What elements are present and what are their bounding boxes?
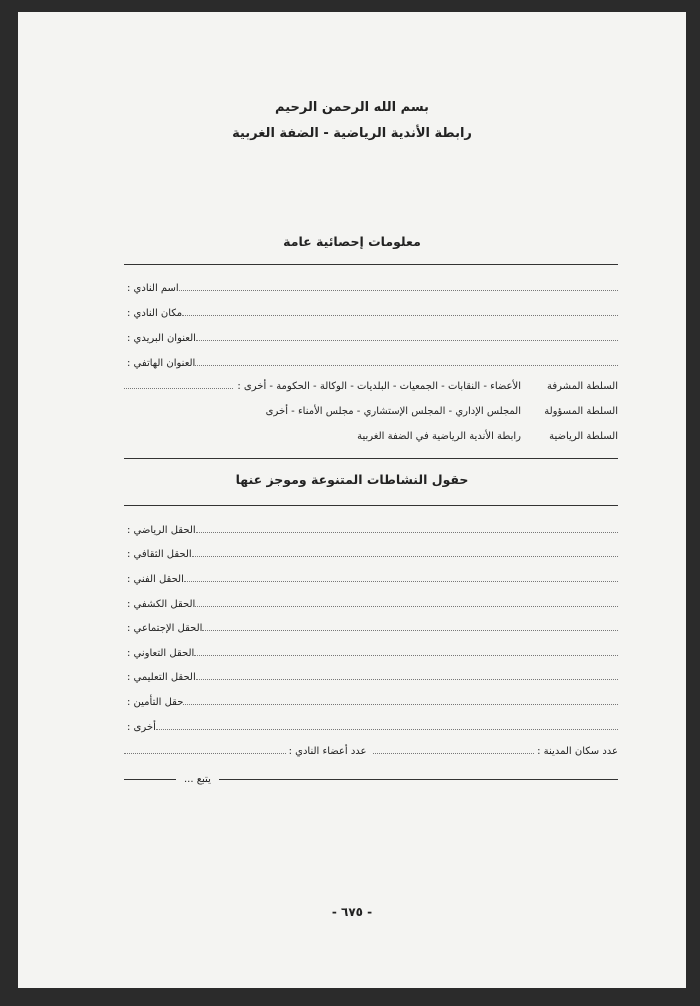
continued-footer — [124, 772, 618, 786]
supervising-authority-row[interactable] — [124, 376, 618, 392]
dotted-line — [183, 704, 618, 705]
field-label: الحقل الثقافي : — [127, 549, 192, 560]
authority-label: السلطة المسؤولة — [544, 406, 618, 417]
field-label: الحقل التعاوني : — [127, 648, 195, 659]
field-sports[interactable] — [124, 520, 618, 536]
field-educational[interactable] — [124, 667, 618, 683]
dotted-line — [202, 630, 618, 631]
dotted-line — [195, 606, 618, 607]
dotted-line — [194, 655, 618, 656]
field-label: العنوان البريدي : — [127, 333, 196, 344]
field-social[interactable] — [124, 618, 618, 634]
field-cultural[interactable] — [124, 544, 618, 560]
section2-title: حقول النشاطات المتنوعة وموجز عنها — [235, 472, 469, 487]
document-page — [18, 12, 686, 988]
field-artistic[interactable] — [124, 569, 618, 585]
section1-title: معلومات إحصائية عامة — [283, 234, 421, 249]
field-label: الحقل الكشفي : — [127, 599, 196, 610]
dotted-line — [195, 365, 618, 366]
basmala-heading: بسم الله الرحمن الرحيم — [275, 100, 429, 115]
field-postal-address[interactable] — [124, 328, 618, 344]
authority-label: السلطة المشرفة — [547, 381, 618, 392]
population-members-row[interactable] — [124, 741, 618, 757]
page-number: - ٦٧٥ - — [331, 905, 373, 919]
organization-heading: رابطة الأندية الرياضية - الضفة الغربية — [232, 126, 472, 141]
footer-rule — [219, 779, 618, 780]
dotted-line — [124, 388, 233, 389]
section2-top-rule — [124, 458, 618, 459]
sports-authority-row — [124, 426, 618, 442]
field-insurance[interactable] — [124, 692, 618, 708]
dotted-line — [196, 340, 618, 341]
field-label: الحقل التعليمي : — [127, 672, 196, 683]
field-label: العنوان الهاتفي : — [127, 358, 196, 369]
field-scouting[interactable] — [124, 594, 618, 610]
authority-options: المجلس الإداري - المجلس الإستشاري - مجلس الأمناء - أخرى — [265, 406, 521, 417]
footer-rule-short — [124, 779, 176, 780]
field-phone[interactable] — [124, 353, 618, 369]
field-label: الحقل الفني : — [127, 574, 184, 585]
field-label: اسم النادي : — [127, 283, 179, 294]
dotted-line — [196, 679, 618, 680]
field-other[interactable] — [124, 717, 618, 733]
field-cooperative[interactable] — [124, 643, 618, 659]
continued-label: يتبع ... — [184, 773, 211, 785]
dotted-line — [156, 729, 618, 730]
responsible-authority-row — [124, 401, 618, 417]
dotted-line — [192, 556, 618, 557]
authority-value: رابطة الأندية الرياضية في الضفة الغربية — [357, 431, 521, 442]
population-label: عدد سكان المدينة : — [537, 746, 618, 757]
field-club-name[interactable] — [124, 278, 618, 294]
dotted-line — [179, 290, 618, 291]
members-dotted-line[interactable] — [124, 753, 286, 754]
section2-rule — [124, 505, 618, 506]
field-label: الحقل الرياضي : — [127, 525, 196, 536]
authority-options: الأعضاء - النقابات - الجمعيات - البلديات - الوكالة - الحكومة - أخرى : — [237, 381, 521, 392]
dotted-line — [196, 532, 618, 533]
authority-label: السلطة الرياضية — [549, 431, 618, 442]
field-label: الحقل الإجتماعي : — [127, 623, 203, 634]
section1-rule — [124, 264, 618, 265]
field-club-location[interactable] — [124, 303, 618, 319]
field-label: مكان النادي : — [127, 308, 183, 319]
dotted-line — [182, 315, 618, 316]
field-label: أخرى : — [127, 722, 156, 733]
field-label: حقل التأمين : — [127, 697, 184, 708]
dotted-line — [184, 581, 618, 582]
population-dotted-line[interactable] — [373, 753, 535, 754]
members-label: عدد أعضاء النادي : — [288, 746, 367, 757]
